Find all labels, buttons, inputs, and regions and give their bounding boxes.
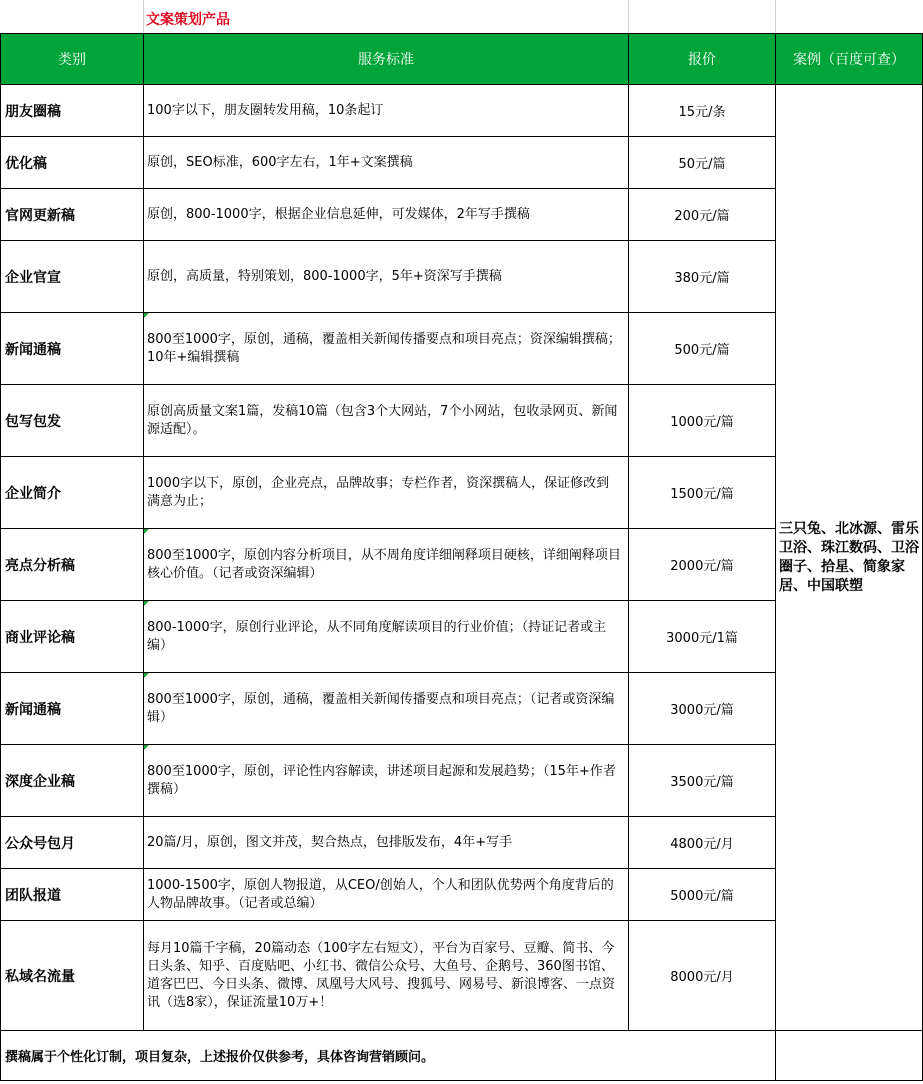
standard-cell[interactable]: 1000-1500字，原创人物报道，从CEO/创始人，个人和团队优势两个角度背后的人物品牌故事。（记者或总编） [144, 869, 629, 921]
price-cell[interactable]: 380元/篇 [629, 241, 776, 313]
standard-cell[interactable] [144, 745, 629, 817]
standard-cell[interactable]: 原创，SEO标准，600字左右，1年+文案撰稿 [144, 137, 629, 189]
standard-text: 800至1000字，原创，通稿，覆盖相关新闻传播要点和项目亮点；（记者或资深编辑） [147, 691, 615, 725]
standard-cell[interactable] [144, 313, 629, 385]
standard-text: 800至1000字，原创内容分析项目，从不周角度详细阐释项目硬核，详细阐释项目核心价值。（记者或资深编辑） [147, 547, 621, 581]
price-cell[interactable]: 4800元/月 [629, 817, 776, 869]
footer-row [1, 1031, 923, 1081]
category-cell[interactable]: 公众号包月 [1, 817, 144, 869]
standard-cell[interactable] [144, 601, 629, 673]
comment-marker [144, 601, 149, 606]
standard-cell[interactable]: 20篇/月，原创，图文并茂，契合热点，包排版发布，4年+写手 [144, 817, 629, 869]
category-cell[interactable]: 新闻通稿 [1, 673, 144, 745]
price-cell[interactable]: 15元/条 [629, 85, 776, 137]
price-cell[interactable]: 5000元/篇 [629, 869, 776, 921]
header-cases[interactable]: 案例（百度可查） [776, 34, 923, 85]
standard-cell[interactable] [144, 529, 629, 601]
price-cell[interactable]: 1500元/篇 [629, 457, 776, 529]
comment-marker [144, 745, 149, 750]
footer-note[interactable]: 撰稿属于个性化订制，项目复杂，上述报价仅供参考，具体咨询营销顾问。 [1, 1031, 776, 1081]
comment-marker [144, 673, 149, 678]
header-category[interactable]: 类别 [1, 34, 144, 85]
price-cell[interactable]: 1000元/篇 [629, 385, 776, 457]
sheet-title: 文案策划产品 [146, 12, 230, 28]
price-cell[interactable]: 8000元/月 [629, 921, 776, 1031]
price-cell[interactable]: 500元/篇 [629, 313, 776, 385]
category-cell[interactable]: 团队报道 [1, 869, 144, 921]
empty-cell[interactable] [776, 1031, 923, 1081]
category-cell[interactable]: 优化稿 [1, 137, 144, 189]
category-cell[interactable]: 新闻通稿 [1, 313, 144, 385]
standard-cell[interactable]: 100字以下，朋友圈转发用稿，10条起订 [144, 85, 629, 137]
header-row [1, 34, 923, 85]
standard-cell[interactable]: 原创，800-1000字，根据企业信息延伸，可发媒体，2年写手撰稿 [144, 189, 629, 241]
price-cell[interactable]: 2000元/篇 [629, 529, 776, 601]
gridline [143, 0, 144, 33]
standard-text: 800-1000字，原创行业评论，从不同角度解读项目的行业价值；（持证记者或主编） [147, 619, 607, 653]
table-row [1, 85, 923, 137]
category-cell[interactable]: 企业简介 [1, 457, 144, 529]
standard-text: 800至1000字，原创，评论性内容解读，讲述项目起源和发展趋势；（15年+作者撰稿） [147, 763, 616, 797]
category-cell[interactable]: 私域名流量 [1, 921, 144, 1031]
category-cell[interactable]: 包写包发 [1, 385, 144, 457]
category-cell[interactable]: 朋友圈稿 [1, 85, 144, 137]
header-standard[interactable]: 服务标准 [144, 34, 629, 85]
standard-cell[interactable]: 1000字以下，原创，企业亮点，品牌故事；专栏作者，资深撰稿人，保证修改到满意为止； [144, 457, 629, 529]
standard-text: 800至1000字，原创，通稿，覆盖相关新闻传播要点和项目亮点；资深编辑撰稿；10年+编辑撰稿 [147, 331, 621, 365]
gridline [775, 0, 776, 33]
price-cell[interactable]: 3000元/1篇 [629, 601, 776, 673]
price-cell[interactable]: 200元/篇 [629, 189, 776, 241]
category-cell[interactable]: 官网更新稿 [1, 189, 144, 241]
price-cell[interactable]: 3000元/篇 [629, 673, 776, 745]
comment-marker [144, 313, 149, 318]
header-price[interactable]: 报价 [629, 34, 776, 85]
standard-cell[interactable]: 原创高质量文案1篇，发稿10篇（包含3个大网站，7个小网站，包收录网页、新闻源适配）。 [144, 385, 629, 457]
gridline [628, 0, 629, 33]
price-table [0, 33, 923, 1081]
price-cell[interactable]: 3500元/篇 [629, 745, 776, 817]
standard-cell[interactable]: 每月10篇千字稿，20篇动态（100字左右短文），平台为百家号、豆瓣、简书、今日头条、知乎、百度贴吧、小红书、微信公众号、大鱼号、企鹅号、360图书馆、道客巴巴、今日头条、微博、凤凰号大风号、搜狐号、网易号、新浪博客、一点资讯（选8家），保证流量10万+！ [144, 921, 629, 1031]
cases-cell[interactable]: 三只兔、北冰源、雷乐卫浴、珠江数码、卫浴圈子、拾星、简象家居、中国联塑 [776, 85, 923, 1031]
price-cell[interactable]: 50元/篇 [629, 137, 776, 189]
category-cell[interactable]: 深度企业稿 [1, 745, 144, 817]
category-cell[interactable]: 商业评论稿 [1, 601, 144, 673]
comment-marker [144, 529, 149, 534]
category-cell[interactable]: 企业官宣 [1, 241, 144, 313]
category-cell[interactable]: 亮点分析稿 [1, 529, 144, 601]
standard-cell[interactable] [144, 673, 629, 745]
standard-cell[interactable]: 原创，高质量，特别策划，800-1000字，5年+资深写手撰稿 [144, 241, 629, 313]
